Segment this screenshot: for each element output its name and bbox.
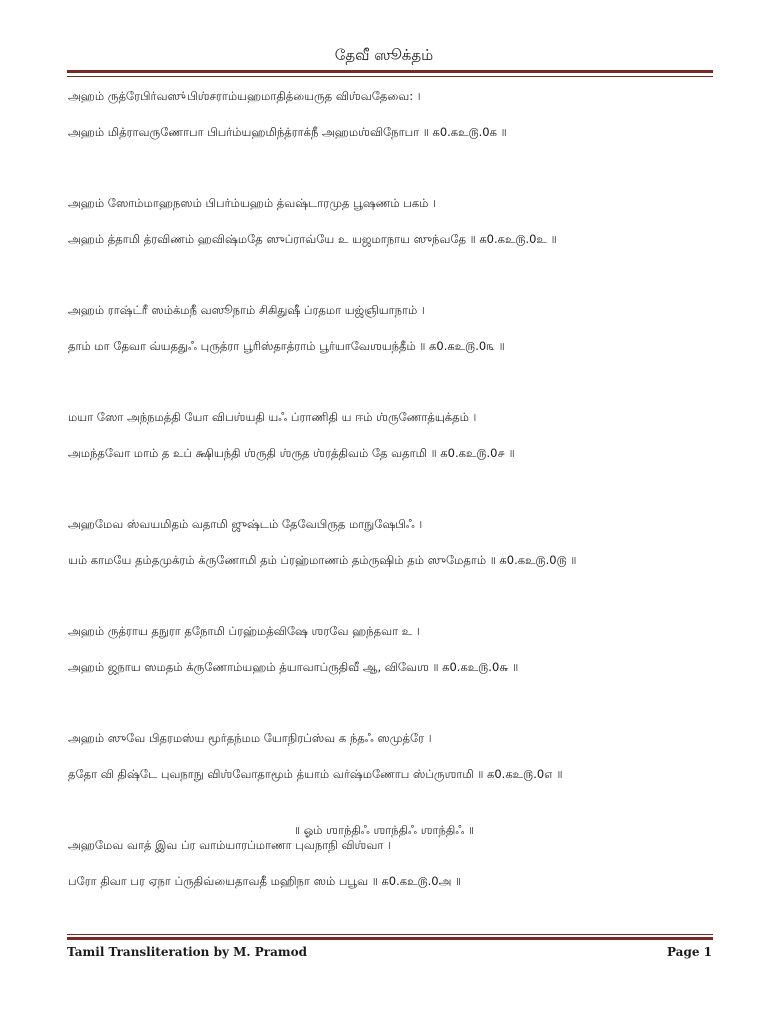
verse-line: அஹமேவ ஸ்வயமிதம் வதாமி ஜுஷ்டம் தேவேபிருத மாநுஷேபிஃ ।: [68, 517, 423, 531]
stanza-6: [68, 621, 713, 678]
verse-line: அஹம் த்தாமி த்ரவிணம் ஹவிஷ்மதே ஸுப்ராவ்யே உ யஜமாநாய ஸுந்வதே ॥ க0.கஉ௫.0உ ॥: [68, 232, 557, 246]
verse-line: அஹம் மித்ராவருணோபா பிபர்ம்யஹமிந்த்ராக்நீ அஹமஶ்விநோபா ॥ க0.கஉ௫.0க ॥: [68, 125, 507, 139]
closing-invocation: ॥ ஓம் ஶாந்திஃ ஶாந்திஃ ஶாந்திஃ ॥: [293, 823, 475, 837]
verse-line: அஹம் ருத்ராய தநுரா தநோமி ப்ரஹ்மத்விஷே ஶரவே ஹந்தவா உ ।: [68, 624, 420, 638]
verse-line: ததோ வி திஷ்டே புவநாநு விஶ்வோதாமூம் த்யாம் வர்ஷ்மணோப ஸ்ப்ருஶாமி ॥ க0.கஉ௫.0௭ ॥: [68, 767, 563, 781]
footer-credit: Tamil Transliteration by M. Pramod: [67, 945, 307, 959]
verse-line: அஹம் ஸோம்மாஹநஸம் பிபர்ம்யஹம் த்வஷ்டாரமுத பூஷணம் பகம் ।: [68, 196, 436, 210]
stanza-3: [68, 300, 713, 357]
verse-line: யம் காமயே தம்தமுக்ரம் க்ருணோமி தம் ப்ரஹ்மாணம் தம்ருஷிம் தம் ஸுமேதாம் ॥ க0.கஉ௫.0௫ ॥: [68, 553, 577, 567]
header-rule-thick: [67, 70, 713, 73]
stanza-1: [68, 86, 713, 143]
verse-line: அஹம் ஸுவே பிதரமஸ்ய மூர்தந்மம யோநிரப்ஸ்வ க ந்தஃ ஸமுத்ரே ।: [68, 731, 432, 745]
stanza-5: [68, 514, 713, 571]
verse-line: அஹம் ராஷ்ட்ரீ ஸம்க்மநீ வஸூநாம் சிகிதுஷீ ப்ரதமா யஜ்ஞியாநாம் ।: [68, 303, 425, 317]
stanza-2: [68, 193, 713, 250]
verse-line: தாம் மா தேவா வ்யததுஃ புருத்ரா பூரிஸ்தாத்ராம் பூர்யாவேஶயந்தீம் ॥ க0.கஉ௫.0௩ ॥: [68, 339, 505, 353]
stanza-4: [68, 407, 713, 464]
page-number: Page 1: [666, 945, 712, 959]
stanza-8: [68, 835, 713, 892]
footer-rule-thin: [67, 934, 713, 935]
verse-line: பரோ திவா பர ஏநா ப்ருதிவ்யைதாவதீ மஹிநா ஸம் பபூவ ॥ க0.கஉ௫.0அ ॥: [68, 874, 462, 888]
footer-rule-thick: [67, 937, 713, 940]
page-title: தேவீ ஸூக்தம்: [334, 46, 434, 64]
verse-line: அமந்தவோ மாம் த உப் க்ஷியந்தி ஶ்ருதி ஶ்ருத ஶ்ரத்திவம் தே வதாமி ॥ க0.கஉ௫.0௪ ॥: [68, 446, 515, 460]
verse-line: அஹம் ருத்ரேபிர்வஸு்பிஶ்சராம்யஹமாதித்யைருத விஶ்வதேவை꞉ ।: [68, 89, 421, 103]
header-rule-thin: [67, 76, 713, 77]
verse-body: [68, 86, 713, 942]
stanza-7: [68, 728, 713, 785]
verse-line: மயா ஸோ அந்நமத்தி யோ விபஶ்யதி யஃ ப்ராணிதி ய ஈம் ஶ்ருணோத்யுக்தம் ।: [68, 410, 477, 424]
verse-line: அஹம் ஜநாய ஸமதம் க்ருணோம்யஹம் த்யாவாப்ருதிவீ ஆ, விவேஶ ॥ க0.கஉ௫.0௬ ॥: [68, 660, 519, 674]
verse-line: அஹமேவ வாத் இவ ப்ர வாம்யாரப்மாணா புவநாநி விஶ்வா ।: [68, 838, 391, 852]
